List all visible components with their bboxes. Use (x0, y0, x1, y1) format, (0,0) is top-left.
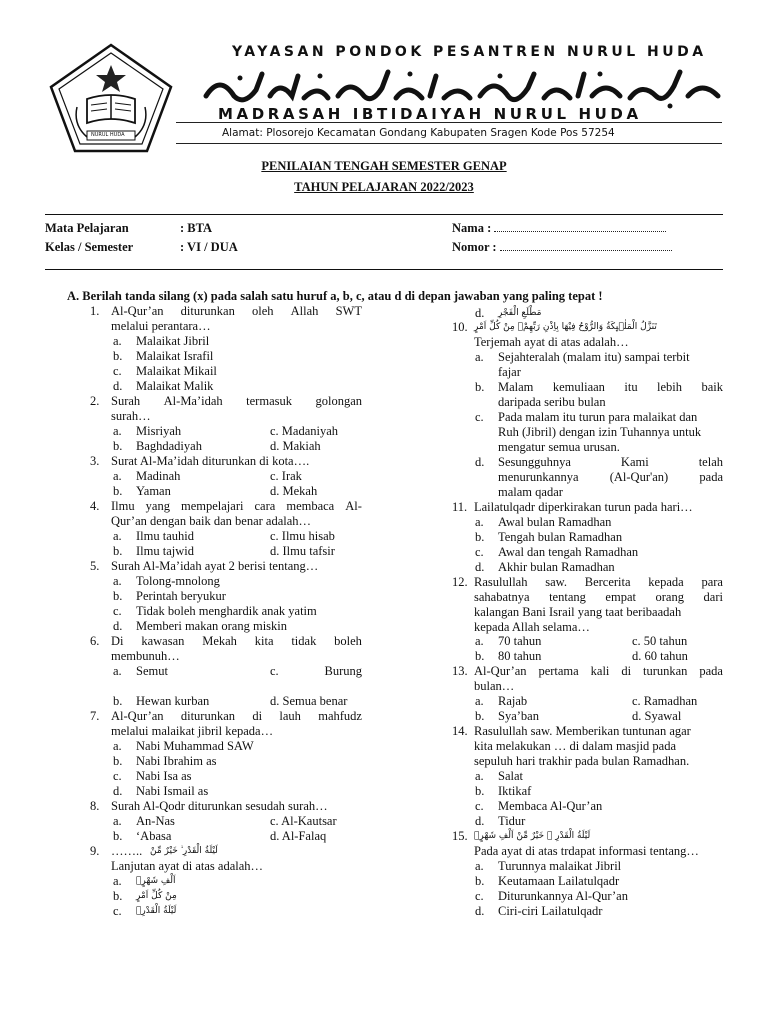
q9-blank: …….. (111, 844, 143, 858)
word: dari (703, 590, 723, 604)
word: telah (698, 455, 723, 469)
q3-option-d[interactable]: d. Mekah (270, 484, 318, 498)
word: saw. (545, 575, 567, 589)
q9-number: 9. (90, 844, 100, 858)
option-letter: b. (113, 694, 123, 708)
word: lauh (279, 709, 301, 723)
word: itu (624, 380, 638, 394)
option-letter: d. (475, 904, 485, 918)
q9-arabic-verse: لَيْلَةُ الْقَدْرِ ۙ خَيْرٌ مِّنْ (150, 846, 218, 856)
word: di (252, 709, 263, 723)
option-letter: a. (113, 334, 122, 348)
word: Al-Qur’an (111, 304, 164, 318)
option-letter: b. (113, 754, 123, 768)
word: tentang (549, 590, 586, 604)
subject-label: Mata Pelajaran (45, 221, 129, 235)
option-letter: a. (475, 694, 484, 708)
word: sahabatnya (474, 590, 530, 604)
school-address: Alamat: Plosorejo Kecamatan Gondang Kabupaten Sragen Kode Pos 57254 (222, 127, 615, 139)
q1-option-c[interactable]: Malaikat Mikail (136, 364, 217, 378)
q1-option-b[interactable]: Malaikat Israfil (136, 349, 214, 363)
q10-option-d-cont: malam qadar (498, 485, 563, 499)
word: SWT (335, 304, 362, 318)
q12-number: 12. (452, 575, 468, 589)
q7-option-c[interactable]: Nabi Isa as (136, 769, 192, 783)
q7-option-a[interactable]: Nabi Muhammad SAW (136, 739, 254, 753)
word: golongan (315, 394, 362, 408)
q15-option-a[interactable]: Turunnya malaikat Jibril (498, 859, 622, 873)
q4-option-a[interactable]: Ilmu tauhid (136, 529, 194, 543)
word: Al-Qur’an (111, 709, 164, 723)
option-letter: a. (475, 859, 484, 873)
word: Surah (111, 394, 141, 408)
word: lebih (657, 380, 683, 394)
q2-option-c[interactable]: c. Madaniyah (270, 424, 339, 438)
option-letter: d. (113, 784, 123, 798)
class-label: Kelas / Semester (45, 240, 134, 254)
q15-arabic-verse: لَيْلَةُ الْقَدْرِ ۙ خَيْرٌ مِّنْ اَلْفِ شَهْرٍۗ (474, 831, 591, 841)
q1-number: 1. (90, 304, 100, 318)
q10-option-c[interactable]: Pada malam itu turun para malaikat dan (498, 410, 698, 424)
q13-option-c[interactable]: c. Ramadhan (632, 694, 698, 708)
q14-number: 14. (452, 724, 468, 738)
option-letter: a. (475, 634, 484, 648)
word: Allah (290, 304, 319, 318)
word: termasuk (246, 394, 292, 408)
q6-option-c[interactable] (270, 664, 362, 679)
q1-line2: melalui perantara… (111, 319, 211, 333)
word: turunkan (642, 664, 688, 678)
q14-option-b[interactable]: Iktikaf (498, 784, 532, 798)
q3-number: 3. (90, 454, 100, 468)
q13-number: 13. (452, 664, 468, 678)
q2-option-d[interactable]: d. Makiah (270, 439, 321, 453)
q8-option-b[interactable]: ‘Abasa (136, 829, 172, 843)
option-letter: b. (475, 380, 485, 394)
name-field[interactable] (452, 221, 666, 236)
header-divider-bottom (176, 143, 722, 144)
option-letter: b. (113, 889, 123, 903)
q10-option-b[interactable] (498, 380, 723, 395)
q5-option-d[interactable]: Memberi makan orang miskin (136, 619, 288, 633)
q3-option-b[interactable]: Yaman (136, 484, 171, 498)
q13-line1 (474, 664, 723, 679)
section-instruction: A. Berilah tanda silang (x) pada salah satu huruf a, b, c, atau d di depan jawaban yang paling tepat ! (67, 289, 603, 303)
option-letter: c. (270, 664, 279, 678)
q15-option-b[interactable]: Keutamaan Lailatulqadr (498, 874, 620, 888)
q4-number: 4. (90, 499, 100, 513)
q1-option-d[interactable]: Malaikat Malik (136, 379, 214, 393)
q12-option-d[interactable]: d. 60 tahun (632, 649, 688, 663)
q15-line2: Pada ayat di atas trdapat informasi tentang… (474, 844, 699, 858)
word: pada (699, 664, 723, 678)
word: Di (111, 634, 124, 648)
q10-option-a[interactable]: Sejahteralah (malam itu) sampai terbit (498, 350, 690, 364)
q10-arabic-verse: تَنَزَّلُ الْمَلٰۤىِٕكَةُ وَالرُّوْحُ فِيْهَا بِاِذْنِ رَبِّهِمْۚ مِنْ كُلِّ اَمْرٍ (474, 322, 657, 332)
q1-line1 (111, 304, 362, 319)
q12-line4: kepada Allah selama… (474, 620, 590, 634)
q13-option-d[interactable]: d. Syawal (632, 709, 682, 723)
word: cara (254, 499, 276, 513)
q3-option-a[interactable]: Madinah (136, 469, 181, 483)
q9-option-a[interactable]: اَلْفِ شَهْرٍۗ (136, 876, 176, 886)
word: oleh (251, 304, 274, 318)
q8-number: 8. (90, 799, 100, 813)
word: diturunkan (180, 709, 236, 723)
logo-text: NURUL HUDA (91, 132, 125, 138)
q14-option-c[interactable]: Membaca Al-Qur’an (498, 799, 603, 813)
word: orang (655, 590, 684, 604)
q4-option-c[interactable]: c. Ilmu hisab (270, 529, 335, 543)
option-letter: c. (113, 364, 122, 378)
word: (Al-Qur'an) (609, 470, 669, 484)
exam-year: TAHUN PELAJARAN 2022/2023 (294, 180, 474, 194)
q11-number: 11. (452, 500, 468, 514)
bottom-rule (45, 269, 723, 270)
word: pada (699, 470, 723, 484)
q9-option-b[interactable]: مِنْ كُلِّ اَمْرٍ (136, 891, 177, 901)
q8-text: Surah Al-Qodr diturunkan sesudah surah… (111, 799, 328, 813)
option-text: Burung (324, 664, 362, 678)
arabic-calligraphy-banner (200, 66, 725, 110)
q10-option-c-cont: Ruh (Jibril) dengan izin Tuhannya untuk (498, 425, 702, 439)
school-name: MADRASAH IBTIDAIYAH NURUL HUDA (218, 105, 642, 123)
option-letter: c. (475, 410, 484, 424)
name-blank[interactable] (494, 221, 666, 232)
q11-text: Lailatulqadr diperkirakan turun pada hari… (474, 500, 693, 514)
q4-line2: Qur’an dengan baik dan benar adalah… (111, 514, 312, 528)
word: boleh (334, 634, 362, 648)
q9-line2: Lanjutan ayat di atas adalah… (111, 859, 264, 873)
option-letter: b. (113, 544, 123, 558)
q2-line2: surah… (111, 409, 151, 423)
q4-option-d[interactable]: d. Ilmu tafsir (270, 544, 335, 558)
q10-option-a-cont: fajar (498, 365, 521, 379)
q6-line1 (111, 634, 362, 649)
q6-line2: membunuh… (111, 649, 180, 663)
word: kita (254, 634, 274, 648)
word: yang (145, 499, 170, 513)
name-label: Nama : (452, 221, 492, 235)
option-letter: a. (113, 469, 122, 483)
q10-number: 10. (452, 320, 468, 334)
q5-number: 5. (90, 559, 100, 573)
option-letter: b. (113, 349, 123, 363)
option-letter: a. (113, 814, 122, 828)
q2-option-a[interactable]: Misriyah (136, 424, 182, 438)
word: Al-Ma’idah (163, 394, 223, 408)
word: empat (605, 590, 636, 604)
q15-option-d[interactable]: Ciri-ciri Lailatulqadr (498, 904, 603, 918)
q5-option-b[interactable]: Perintah beryukur (136, 589, 226, 603)
school-logo (47, 41, 175, 155)
option-letter: d. (113, 619, 123, 633)
option-letter: d. (113, 379, 123, 393)
class-value: : VI / DUA (180, 240, 238, 254)
option-letter: a. (113, 739, 122, 753)
q12-line2 (474, 590, 723, 605)
q8-option-c[interactable]: c. Al-Kautsar (270, 814, 337, 828)
option-letter: b. (475, 530, 485, 544)
q6-number: 6. (90, 634, 100, 648)
option-letter: a. (113, 529, 122, 543)
word: di (621, 664, 632, 678)
option-letter: b. (475, 649, 485, 663)
header-divider (176, 122, 722, 123)
q9-option-d[interactable]: مَطْلَعِ الْفَجْرِ (498, 308, 542, 318)
word: Mekah (202, 634, 237, 648)
q10-option-b-cont: daripada seribu bulan (498, 395, 606, 409)
q13-option-a[interactable]: Rajab (498, 694, 528, 708)
q15-number: 15. (452, 829, 468, 843)
q5-text: Surah Al-Ma’idah ayat 2 berisi tentang… (111, 559, 319, 573)
q5-option-c[interactable]: Tidak boleh menghardik anak yatim (136, 604, 317, 618)
q12-option-a[interactable]: 70 tahun (498, 634, 542, 648)
word: kemuliaan (552, 380, 605, 394)
q2-option-b[interactable]: Baghdadiyah (136, 439, 202, 453)
word: Sesungguhnya (498, 455, 571, 469)
q2-line1 (111, 394, 362, 409)
q12-option-b[interactable]: 80 tahun (498, 649, 542, 663)
word: tidak (291, 634, 317, 648)
option-letter: c. (475, 545, 484, 559)
q7-line2: melalui malaikat jibril kepada… (111, 724, 274, 738)
option-letter: a. (113, 664, 122, 678)
word: membaca (286, 499, 335, 513)
q7-option-d[interactable]: Nabi Ismail as (136, 784, 209, 798)
q3-option-c[interactable]: c. Irak (270, 469, 302, 483)
q10-option-d-cont (498, 470, 723, 485)
subject-value: : BTA (180, 221, 213, 235)
option-letter: a. (475, 350, 484, 364)
q7-line1 (111, 709, 362, 724)
number-field[interactable] (452, 240, 672, 255)
number-label: Nomor : (452, 240, 497, 254)
foundation-name: YAYASAN PONDOK PESANTREN NURUL HUDA (232, 44, 707, 60)
q15-option-c[interactable]: Diturunkannya Al-Qur’an (498, 889, 628, 903)
option-letter: a. (113, 424, 122, 438)
option-letter: b. (113, 589, 123, 603)
option-letter: a. (475, 769, 484, 783)
option-letter: a. (113, 874, 122, 888)
q8-option-a[interactable]: An-Nas (136, 814, 175, 828)
option-letter: d. (475, 455, 485, 469)
option-letter: b. (475, 784, 485, 798)
word: Al- (345, 499, 362, 513)
option-letter: d. (475, 306, 485, 320)
word: kepada (648, 575, 684, 589)
q2-number: 2. (90, 394, 100, 408)
q4-line1 (111, 499, 362, 514)
q11-option-c[interactable]: Awal dan tengah Ramadhan (498, 545, 639, 559)
q14-line2: kita melakukan … di dalam masjid pada (474, 739, 677, 753)
word: kawasan (141, 634, 185, 648)
q13-option-b[interactable]: Sya’ban (498, 709, 539, 723)
word: Bercerita (584, 575, 631, 589)
word: Rasulullah (474, 575, 528, 589)
q10-line2: Terjemah ayat di atas adalah… (474, 335, 629, 349)
q10-option-c-cont: mengatur semua urusan. (498, 440, 620, 454)
word: Kami (620, 455, 649, 469)
q11-option-d[interactable]: Akhir bulan Ramadhan (498, 560, 615, 574)
q14-option-d[interactable]: Tidur (498, 814, 526, 828)
q6-option-b[interactable]: Hewan kurban (136, 694, 210, 708)
q6-option-a[interactable]: Semut (136, 664, 168, 678)
q13-line2: bulan… (474, 679, 515, 693)
top-rule (45, 214, 723, 215)
q9-option-c[interactable]: لَيْلَةُ الْقَدْرِۗ (136, 906, 177, 916)
option-letter: b. (113, 439, 123, 453)
option-letter: c. (113, 604, 122, 618)
q5-option-a[interactable]: Tolong-mnolong (136, 574, 220, 588)
option-letter: a. (475, 515, 484, 529)
q10-option-d[interactable] (498, 455, 723, 470)
q7-number: 7. (90, 709, 100, 723)
word: baik (701, 380, 723, 394)
word: kali (590, 664, 610, 678)
q11-option-a[interactable]: Awal bulan Ramadhan (498, 515, 612, 529)
option-letter: c. (475, 889, 484, 903)
word: para (701, 575, 723, 589)
q14-option-a[interactable]: Salat (498, 769, 523, 783)
q14-line1: Rasulullah saw. Memberikan tuntunan agar (474, 724, 691, 738)
word: mahfudz (318, 709, 362, 723)
q1-option-a[interactable]: Malaikat Jibril (136, 334, 210, 348)
option-letter: b. (113, 829, 123, 843)
q6-option-d[interactable]: d. Semua benar (270, 694, 348, 708)
option-letter: d. (475, 560, 485, 574)
option-letter: b. (475, 874, 485, 888)
word: mempelajari (180, 499, 244, 513)
word: Malam (498, 380, 534, 394)
option-letter: c. (475, 799, 484, 813)
word: Ilmu (111, 499, 135, 513)
q12-line1 (474, 575, 723, 590)
option-letter: a. (113, 574, 122, 588)
number-blank[interactable] (500, 240, 672, 251)
q4-option-b[interactable]: Ilmu tajwid (136, 544, 194, 558)
q7-option-b[interactable]: Nabi Ibrahim as (136, 754, 217, 768)
word: menurunkannya (498, 470, 579, 484)
q12-line3: kalangan Bani Israil yang taat beribaadah (474, 605, 682, 619)
q3-text: Surat Al-Ma’idah diturunkan di kota…. (111, 454, 310, 468)
option-letter: c. (113, 904, 122, 918)
option-letter: d. (475, 814, 485, 828)
exam-title: PENILAIAN TENGAH SEMESTER GENAP (261, 159, 507, 173)
word: diturunkan (180, 304, 235, 318)
q14-line3: sepuluh hari trakhir pada bulan Ramadhan. (474, 754, 690, 768)
q8-option-d[interactable]: d. Al-Falaq (270, 829, 327, 843)
q12-option-c[interactable]: c. 50 tahun (632, 634, 688, 648)
word: Al-Qur’an (474, 664, 527, 678)
option-letter: c. (113, 769, 122, 783)
option-letter: b. (113, 484, 123, 498)
option-letter: b. (475, 709, 485, 723)
word: pertama (538, 664, 579, 678)
q11-option-b[interactable]: Tengah bulan Ramadhan (498, 530, 623, 544)
